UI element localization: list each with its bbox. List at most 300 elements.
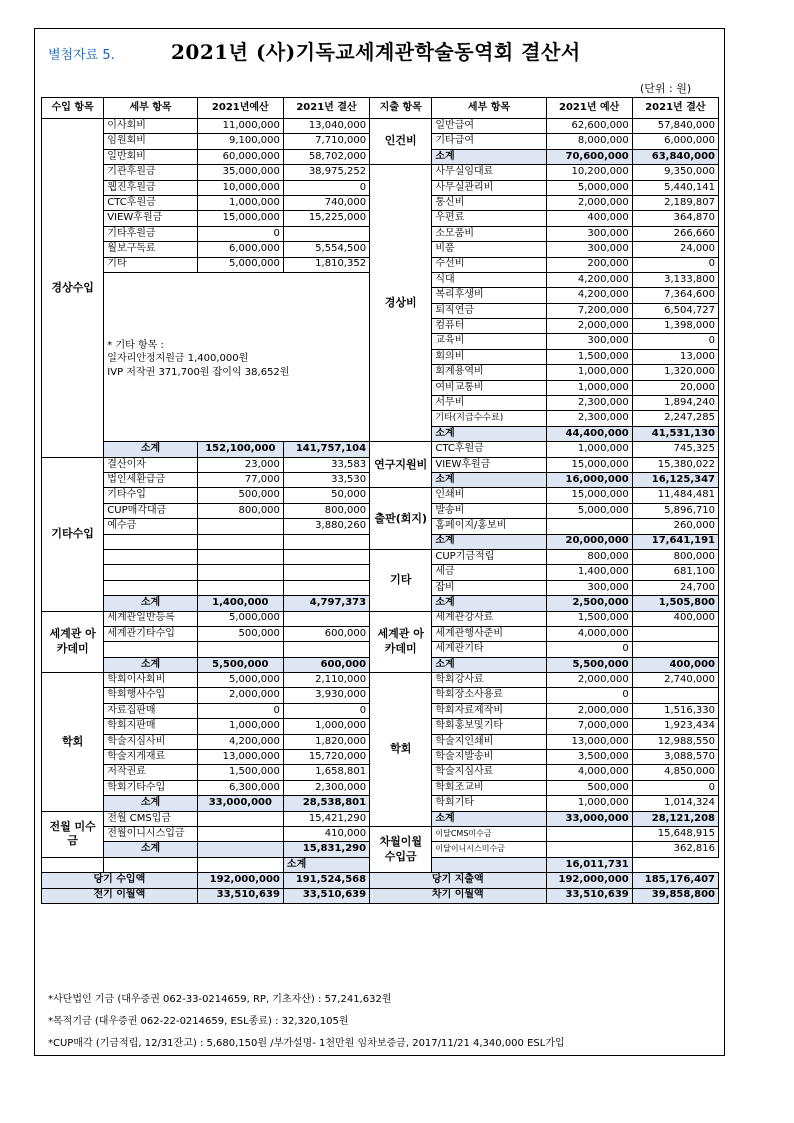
income-budget: 500,000 [197,488,283,503]
current-period-total-row [42,873,719,888]
column-header: 2021년 결산 [632,98,718,119]
expense-item-name: 회계용역비 [432,365,546,380]
income-note-line: * 기타 항목 : [107,339,164,351]
income-actual: 0 [283,703,369,718]
income-item-name: 학회지판매 [104,719,197,734]
expense-item-name: 인쇄비 [432,488,546,503]
expense-budget: 1,000,000 [546,380,632,395]
expense-budget: 2,000,000 [546,673,632,688]
income-note [104,272,370,441]
expense-item-name: 일반급여 [432,119,546,134]
expense-item-name: 서무비 [432,396,546,411]
expense-item-name: 사무실임대료 [432,165,546,180]
expense-actual: 260,000 [632,519,718,534]
expense-budget: 2,300,000 [546,411,632,426]
expense-actual: 1,398,000 [632,319,718,334]
expense-budget: 2,300,000 [546,396,632,411]
income-budget: 4,200,000 [197,734,283,749]
expense-actual: 7,364,600 [632,288,718,303]
expense-subtotal-label: 소계 [432,657,546,672]
income-item-name: 자료집판매 [104,703,197,718]
income-item-name: 이사회비 [104,119,197,134]
income-actual: 15,225,000 [283,211,369,226]
income-budget: 9,100,000 [197,134,283,149]
expense-item-name: 세계관행사준비 [432,626,546,641]
income-note-line: IVP 저작권 371,700원 잡이익 38,652원 [107,366,290,378]
expense-actual: 2,740,000 [632,673,718,688]
expense-actual: 12,988,550 [632,734,718,749]
column-header: 지출 항목 [370,98,432,119]
income-budget: 6,300,000 [197,780,283,795]
income-budget: 10,000,000 [197,180,283,195]
total-actual: 33,510,639 [283,888,369,903]
expense-budget: 2,000,000 [546,703,632,718]
expense-budget: 0 [546,642,632,657]
expense-item-name: VIEW후원금 [432,457,546,472]
income-actual: 15,831,290 [283,842,369,857]
expense-actual: 24,700 [632,580,718,595]
expense-item-name: 소모품비 [432,226,546,241]
expense-item-name: 세계관강사료 [432,611,546,626]
total-label: 전기 이월액 [42,888,198,903]
expense-budget: 300,000 [546,226,632,241]
income-budget [197,826,283,841]
expense-item-name: 발송비 [432,503,546,518]
income-budget: 77,000 [197,472,283,487]
income-actual: 15,720,000 [283,750,369,765]
income-item-name: 기관후원금 [104,165,197,180]
expense-item-name: 수선비 [432,257,546,272]
expense-item-name: CUP기금적립 [432,549,546,564]
income-subtotal-label: 소계 [104,657,197,672]
table-row [42,549,719,564]
total-label: 차기 이월액 [370,888,547,903]
expense-category: 경상비 [370,165,432,442]
table-row [42,488,719,503]
expense-budget: 5,500,000 [546,657,632,672]
expense-budget: 4,000,000 [546,765,632,780]
income-item-name: VIEW후원금 [104,211,197,226]
expense-item-name: 통신비 [432,195,546,210]
expense-budget: 4,200,000 [546,288,632,303]
expense-budget: 2,000,000 [546,195,632,210]
income-budget: 1,400,000 [197,596,283,611]
income-item-name [104,642,197,657]
income-budget: 5,500,000 [197,657,283,672]
expense-category: 인건비 [370,119,432,165]
expense-budget: 70,600,000 [546,149,632,164]
income-item-name: 학회행사수입 [104,688,197,703]
expense-category: 기타 [370,549,432,611]
expense-category: 세계관 아카데미 [370,611,432,673]
expense-budget: 15,000,000 [546,488,632,503]
table-row [42,442,719,457]
expense-actual: 800,000 [632,549,718,564]
total-budget: 33,510,639 [546,888,632,903]
income-actual [283,549,369,564]
income-budget [104,857,197,872]
expense-budget: 16,000,000 [546,472,632,487]
expense-budget: 1,500,000 [546,611,632,626]
income-actual [283,226,369,241]
expense-actual [632,688,718,703]
expense-subtotal-label: 소계 [432,472,546,487]
income-budget [197,580,283,595]
income-actual [283,580,369,595]
income-item-name: 웹진후원금 [104,180,197,195]
expense-actual: 6,504,727 [632,303,718,318]
expense-budget [546,826,632,841]
expense-actual: 15,648,915 [632,826,718,841]
income-actual: 4,797,373 [283,596,369,611]
expense-item-name: 이달CMS미수금 [432,826,546,841]
income-budget: 5,000,000 [197,611,283,626]
expense-budget: 1,500,000 [546,349,632,364]
income-actual: 0 [283,180,369,195]
income-item-name: 학회이사회비 [104,673,197,688]
expense-budget: 800,000 [546,549,632,564]
expense-budget: 62,600,000 [546,119,632,134]
expense-budget [432,857,546,872]
expense-actual: 1,923,434 [632,719,718,734]
income-item-name: 예수금 [104,519,197,534]
expense-actual: 400,000 [632,611,718,626]
income-budget [197,534,283,549]
table-row [42,611,719,626]
expense-item-name: 학회강사료 [432,673,546,688]
expense-actual: 13,000 [632,349,718,364]
income-item-name: 기타후원금 [104,226,197,241]
income-item-name: 월보구독료 [104,242,197,257]
expense-category: 차월이월 수입금 [370,826,432,872]
expense-actual: 16,011,731 [546,857,632,872]
total-budget: 33,510,639 [197,888,283,903]
expense-item-name: 기타(지급수수료) [432,411,546,426]
expense-budget: 44,400,000 [546,426,632,441]
income-item-name: 저작권료 [104,765,197,780]
carryover-total-row [42,888,719,903]
income-item-name: 세계관일반등록 [104,611,197,626]
expense-item-name: 학술지인쇄비 [432,734,546,749]
expense-budget: 1,000,000 [546,796,632,811]
income-budget: 6,000,000 [197,242,283,257]
income-subtotal-label: 소계 [104,842,197,857]
expense-actual: 1,894,240 [632,396,718,411]
expense-actual: 681,100 [632,565,718,580]
expense-item-name: 세계관기타 [432,642,546,657]
expense-item-name: 퇴직연금 [432,303,546,318]
expense-budget: 5,000,000 [546,503,632,518]
income-budget: 23,000 [197,457,283,472]
income-budget [197,519,283,534]
income-budget: 15,000,000 [197,211,283,226]
income-actual [197,857,283,872]
expense-actual: 57,840,000 [632,119,718,134]
column-header: 세부 항목 [104,98,197,119]
income-item-name [104,565,197,580]
total-budget: 192,000,000 [546,873,632,888]
expense-actual: 364,870 [632,211,718,226]
income-budget: 2,000,000 [197,688,283,703]
expense-budget: 300,000 [546,242,632,257]
income-item-name: 학회기타수입 [104,780,197,795]
footnote: *CUP매각 (기금적립, 12/31잔고) : 5,680,150원 /부가설명- 1천만원 임차보증금, 2017/11/21 4,340,000 ESL가입 [48,1038,565,1049]
income-budget [197,842,283,857]
income-actual: 1,820,000 [283,734,369,749]
income-budget: 13,000,000 [197,750,283,765]
unit-label: (단위 : 원) [640,82,692,95]
expense-actual: 1,320,000 [632,365,718,380]
expense-actual: 6,000,000 [632,134,718,149]
income-actual: 141,757,104 [283,442,369,457]
income-budget [197,565,283,580]
income-subtotal-label: 소계 [104,596,197,611]
income-item-name [104,580,197,595]
expense-budget: 7,200,000 [546,303,632,318]
expense-budget: 13,000,000 [546,734,632,749]
income-budget [197,549,283,564]
income-budget [197,642,283,657]
expense-category: 학회 [370,673,432,827]
total-actual: 191,524,568 [283,873,369,888]
income-actual: 410,000 [283,826,369,841]
income-note-line: 일자리안정지원금 1,400,000원 [107,353,249,365]
income-actual: 58,702,000 [283,149,369,164]
expense-item-name: 세금 [432,565,546,580]
column-header: 세부 항목 [432,98,546,119]
expense-actual [632,626,718,641]
footnote: *목적기금 (대우증권 062-22-0214659, ESL종료) : 32,320,105원 [48,1016,349,1027]
income-actual [283,611,369,626]
table-row [42,165,719,180]
expense-budget: 4,200,000 [546,272,632,287]
expense-actual: 63,840,000 [632,149,718,164]
income-actual [283,534,369,549]
expense-item-name: 학회홍보및기타 [432,719,546,734]
expense-actual: 3,088,570 [632,750,718,765]
expense-actual: 9,350,000 [632,165,718,180]
expense-item-name: 교육비 [432,334,546,349]
income-budget: 1,000,000 [197,719,283,734]
income-item-name: 학술지심사비 [104,734,197,749]
income-actual: 5,554,500 [283,242,369,257]
income-actual: 3,880,260 [283,519,369,534]
settlement-table [41,97,719,904]
income-actual: 1,658,801 [283,765,369,780]
table-row [42,826,719,841]
income-actual: 3,930,000 [283,688,369,703]
income-item-name: 일반회비 [104,149,197,164]
expense-budget: 7,000,000 [546,719,632,734]
expense-actual: 400,000 [632,657,718,672]
expense-item-name: 이달이니시스미수금 [432,842,546,857]
expense-item-name: 여비교통비 [432,380,546,395]
expense-actual: 0 [632,334,718,349]
expense-budget: 1,400,000 [546,565,632,580]
income-item-name: CTC후원금 [104,195,197,210]
expense-budget: 3,500,000 [546,750,632,765]
expense-actual: 1,505,800 [632,596,718,611]
expense-actual: 11,484,481 [632,488,718,503]
income-item-name: 전월이니시스입금 [104,826,197,841]
income-item-name: 임원회비 [104,134,197,149]
income-actual: 33,583 [283,457,369,472]
expense-budget: 4,000,000 [546,626,632,641]
expense-budget: 10,200,000 [546,165,632,180]
expense-budget [546,842,632,857]
expense-subtotal-label: 소계 [283,857,369,872]
expense-actual: 4,850,000 [632,765,718,780]
expense-actual: 362,816 [632,842,718,857]
income-actual: 50,000 [283,488,369,503]
income-item-name: CUP매각대금 [104,503,197,518]
expense-subtotal-label: 소계 [432,149,546,164]
expense-actual: 2,247,285 [632,411,718,426]
expense-actual: 5,896,710 [632,503,718,518]
table-row [42,673,719,688]
income-budget: 5,000,000 [197,257,283,272]
income-budget: 1,000,000 [197,195,283,210]
expense-category: 연구지원비 [370,442,432,488]
expense-item-name: 비품 [432,242,546,257]
expense-budget [546,519,632,534]
income-actual: 1,810,352 [283,257,369,272]
expense-budget: 20,000,000 [546,534,632,549]
column-header: 2021년예산 [197,98,283,119]
expense-subtotal-label: 소계 [432,426,546,441]
expense-item-name: 학술지발송비 [432,750,546,765]
income-budget: 35,000,000 [197,165,283,180]
income-actual [283,565,369,580]
income-actual: 13,040,000 [283,119,369,134]
expense-actual: 745,325 [632,442,718,457]
income-actual: 38,975,252 [283,165,369,180]
expense-actual: 266,660 [632,226,718,241]
expense-item-name: 학회조교비 [432,780,546,795]
expense-item-name: 학회자료제작비 [432,703,546,718]
expense-budget: 2,000,000 [546,319,632,334]
income-actual: 740,000 [283,195,369,210]
expense-actual: 0 [632,780,718,795]
page-title: 2021년 (사)기독교세계관학술동역회 결산서 [171,40,581,64]
income-actual: 600,000 [283,657,369,672]
income-category: 전월 미수금 [42,811,104,857]
income-actual: 15,421,290 [283,811,369,826]
expense-budget: 200,000 [546,257,632,272]
expense-budget: 300,000 [546,334,632,349]
table-row [42,119,719,134]
expense-item-name: 복리후생비 [432,288,546,303]
total-actual: 185,176,407 [632,873,718,888]
expense-actual [632,642,718,657]
expense-actual: 2,189,807 [632,195,718,210]
income-actual: 33,530 [283,472,369,487]
expense-budget: 2,500,000 [546,596,632,611]
income-item-name: 기타 [104,257,197,272]
expense-item-name: 학술지심사료 [432,765,546,780]
income-budget: 500,000 [197,626,283,641]
income-category: 학회 [42,673,104,812]
total-label: 당기 지출액 [370,873,547,888]
income-budget [197,811,283,826]
expense-actual: 1,014,324 [632,796,718,811]
income-item-name: 법인세환급금 [104,472,197,487]
income-subtotal-label: 소계 [104,796,197,811]
expense-actual: 20,000 [632,380,718,395]
income-budget: 11,000,000 [197,119,283,134]
expense-item-name: 홈페이지/홍보비 [432,519,546,534]
expense-budget: 8,000,000 [546,134,632,149]
expense-item-name: CTC후원금 [432,442,546,457]
footnote: *사단법인 기금 (대우증권 062-33-0214659, RP, 기초자산) : 57,241,632원 [48,994,392,1005]
expense-actual: 16,125,347 [632,472,718,487]
income-budget: 33,000,000 [197,796,283,811]
income-category: 경상수입 [42,119,104,458]
income-item-name [104,549,197,564]
total-label: 당기 수입액 [42,873,198,888]
income-budget: 60,000,000 [197,149,283,164]
income-actual: 600,000 [283,626,369,641]
expense-actual: 15,380,022 [632,457,718,472]
income-actual: 7,710,000 [283,134,369,149]
expense-actual: 5,440,141 [632,180,718,195]
expense-budget: 1,000,000 [546,365,632,380]
income-actual: 2,300,000 [283,780,369,795]
income-item-name: 전월 CMS입금 [104,811,197,826]
income-item-name [104,534,197,549]
income-budget: 1,500,000 [197,765,283,780]
income-category: 세계관 아카데미 [42,611,104,673]
expense-item-name: 식대 [432,272,546,287]
income-actual: 800,000 [283,503,369,518]
income-actual: 2,110,000 [283,673,369,688]
total-actual: 39,858,800 [632,888,718,903]
expense-item-name: 학회기타 [432,796,546,811]
income-actual [283,642,369,657]
income-item-name: 기타수입 [104,488,197,503]
income-category: 기타수입 [42,457,104,611]
expense-item-name: 컴퓨터 [432,319,546,334]
table-body [42,119,719,904]
expense-actual: 41,531,130 [632,426,718,441]
document-header [48,38,718,68]
expense-budget: 400,000 [546,211,632,226]
expense-subtotal-label: 소계 [432,811,546,826]
income-actual: 1,000,000 [283,719,369,734]
attachment-label: 별첨자료 5. [48,48,115,63]
income-budget: 152,100,000 [197,442,283,457]
expense-item-name: 기타급여 [432,134,546,149]
column-header: 2021년 결산 [283,98,369,119]
expense-subtotal-label: 소계 [432,596,546,611]
income-item-name: 세계관기타수입 [104,626,197,641]
table-header-row [42,98,719,119]
expense-budget: 500,000 [546,780,632,795]
expense-actual: 0 [632,257,718,272]
income-item-name: 학술지게재료 [104,750,197,765]
expense-budget: 1,000,000 [546,442,632,457]
expense-budget: 5,000,000 [546,180,632,195]
expense-category: 출판(회지) [370,488,432,550]
expense-item-name: 우편료 [432,211,546,226]
expense-budget: 300,000 [546,580,632,595]
expense-budget: 0 [546,688,632,703]
expense-actual: 24,000 [632,242,718,257]
expense-budget: 15,000,000 [546,457,632,472]
income-actual: 28,538,801 [283,796,369,811]
income-subtotal-label: 소계 [104,442,197,457]
income-budget: 800,000 [197,503,283,518]
